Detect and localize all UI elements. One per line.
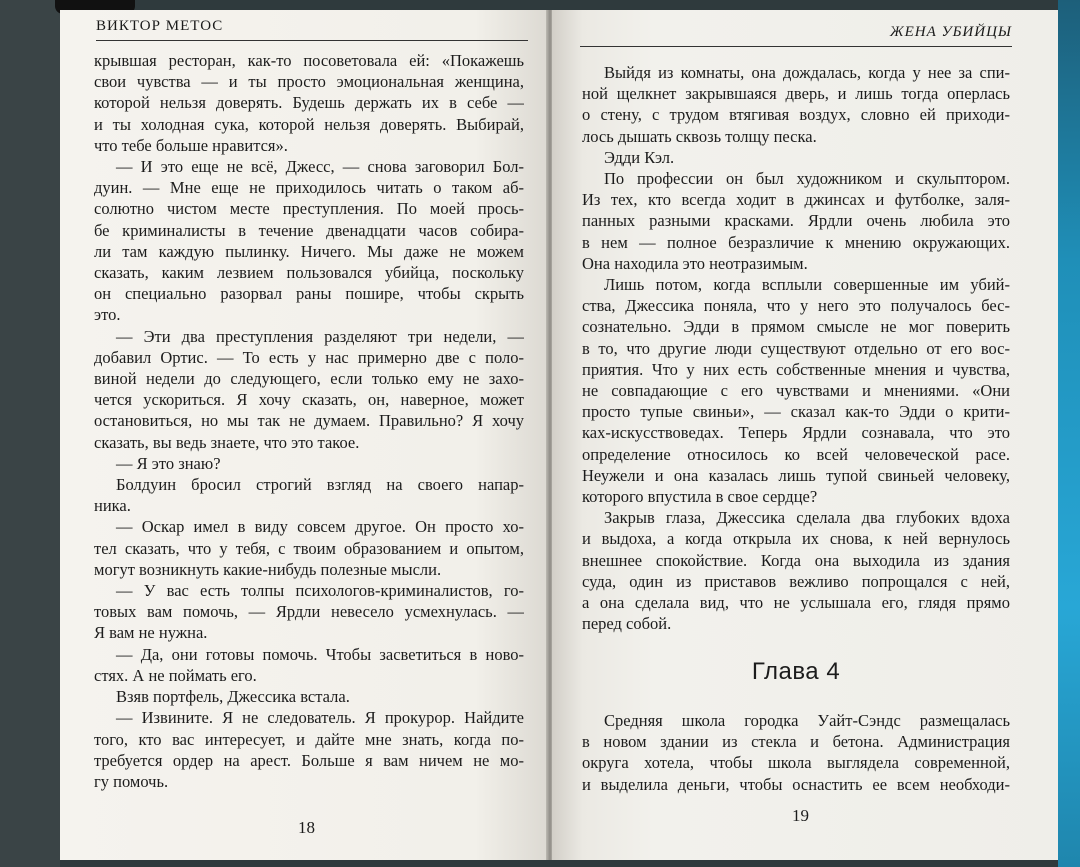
text-line: виной недели до следующего, если только ему не захо- (94, 369, 524, 389)
text-line: которого впустила в свое сердце? (582, 487, 818, 507)
text-line: стях. А не поймать его. (94, 665, 257, 685)
text-line: — Эти два преступления разделяют три недели, — (116, 326, 524, 346)
text-line: Из тех, кто всегда ходит в джинсах и футболке, заля- (582, 190, 1010, 210)
text-line: что тебе больше нравится». (94, 135, 288, 155)
left-page (60, 10, 548, 860)
text-line: сказать, вы ведь знаете, что это такое. (94, 432, 360, 452)
text-line: приятия. Что у них есть собственные мнения и чувства, (582, 359, 1010, 379)
text-line: — Извините. Я не следователь. Я прокурор. Найдите (116, 708, 524, 728)
running-head-author: ВИКТОР МЕТОС (96, 18, 224, 34)
text-line: о стену, с трудом втягивая воздух, словно ей приходи- (582, 105, 1010, 125)
background-blue-object (1058, 0, 1080, 867)
left-page-text (94, 50, 524, 792)
text-line: гу помочь. (94, 771, 169, 791)
text-line: перед собой. (582, 614, 672, 634)
text-line: могут возникнуть какие-нибудь полезные мысли. (94, 559, 442, 579)
text-line: которой нельзя доверять. Будешь держать их в себе — (94, 93, 524, 113)
text-line: ках-искусствоведах. Теперь Ярдли сознавала, что это (582, 423, 1010, 443)
text-line: не совпадающие с его чувствами и мнениями. «Они (582, 381, 1010, 401)
right-page (552, 10, 1062, 860)
text-line: в нем — полное безразличие к мнению окружающих. (582, 232, 1010, 252)
text-line: — И это еще не всё, Джесс, — снова заговорил Бол- (116, 157, 524, 177)
text-line: дуин. — Мне еще не приходилось читать о таком аб- (94, 178, 524, 198)
text-line: и ты холодная сука, которой нельзя доверять. Выбирай, (94, 114, 524, 134)
text-line: Лишь потом, когда всплыли совершенные им убий- (604, 275, 1010, 295)
text-line: просто тупые свиньи», — сказал как-то Эдди о крити- (582, 402, 1010, 422)
text-line: Закрыв глаза, Джессика сделала два глубоких вдоха (604, 508, 1010, 528)
text-line: это. (94, 305, 121, 325)
text-line: ной щелкнет закрывшаяся дверь, и лишь тогда оперлась (582, 84, 1010, 104)
text-line: Эдди Кэл. (604, 147, 675, 167)
right-page-text (582, 62, 1010, 634)
text-line: сказать, каким лезвием пользовался убийца, поскольку (94, 263, 524, 283)
text-line: — Оскар имел в виду совсем другое. Он просто хо- (116, 517, 524, 537)
text-line: того, кто вас интересует, и дайте мне знать, когда по- (94, 729, 524, 749)
text-line: он специально разорвал раны пошире, чтобы скрыть (94, 284, 524, 304)
text-line: сознательно. Эдди в прямом смысле не мог поверить (582, 317, 1010, 337)
text-line: панных разными красками. Ярдли очень любила это (582, 211, 1010, 231)
text-line: ли там каждую пылинку. Ничего. Мы даже не можем (94, 241, 524, 261)
text-line: крывшая ресторан, как-то посоветовала ей: «Покажешь (94, 51, 524, 70)
text-line: — У вас есть толпы психологов-криминалистов, го- (116, 581, 524, 601)
text-line: в то, что другие люди существуют отдельно от его вос- (582, 338, 1010, 358)
text-line: — Я это знаю? (116, 453, 221, 473)
text-line: а она сделала вид, что не услышала его, глядя прямо (582, 593, 1010, 613)
header-rule (580, 46, 1012, 47)
text-line: округа хотела, чтобы школа выглядела современной, (582, 753, 1010, 773)
text-line: ства, Джессика поняла, что у него это получалось бес- (582, 296, 1010, 316)
text-line: и выделила деньги, чтобы оснастить ее всем необходи- (582, 774, 1010, 794)
text-line: тел сказать, что у тебя, с твоим образованием и опытом, (94, 538, 524, 558)
text-line: требуется ордер на арест. Больше я вам ничем не мо- (94, 750, 524, 770)
text-line: ника. (94, 496, 131, 516)
text-line: лось дышать сквозь толщу песка. (582, 126, 817, 146)
text-line: внешнее спокойствие. Когда она выходила из здания (582, 550, 1010, 570)
text-line: Неужели и она казалась лишь тупой свиньей человеку, (582, 465, 1010, 485)
text-line: бе криминалисты в течение двенадцати часов собира- (94, 220, 524, 240)
text-line: чется ускориться. Я хочу сказать, он, наверное, может (94, 390, 524, 410)
chapter-opening-text (582, 710, 1010, 795)
page-number: 18 (298, 818, 315, 837)
text-line: Средняя школа городка Уайт-Сэндс размещалась (604, 711, 1010, 730)
text-line: суда, один из приставов вежливо попрощался с ней, (582, 571, 1010, 591)
text-line: — Да, они готовы помочь. Чтобы засветиться в ново- (116, 644, 524, 664)
background-left (0, 0, 60, 867)
text-line: остановиться, но мы так не думаем. Правильно? Я хочу (94, 411, 524, 431)
text-line: Взяв портфель, Джессика встала. (116, 687, 350, 707)
text-line: в новом здании из стекла и бетона. Администрация (582, 732, 1010, 752)
header-rule (96, 40, 528, 41)
chapter-title: Глава 4 (751, 658, 841, 685)
text-line: и выдоха, а когда открыла их снова, к ней вернулось (582, 529, 1010, 549)
text-line: свои чувства — и ты просто эмоциональная женщина, (94, 72, 524, 92)
text-line: Она находила это неотразимым. (582, 253, 808, 273)
text-line: По профессии он был художником и скульптором. (604, 169, 1010, 189)
text-line: Выйдя из комнаты, она дождалась, когда у нее за спи- (604, 63, 1010, 82)
page-number: 19 (792, 806, 809, 825)
text-line: солютно чистом месте преступления. По моей прось- (94, 199, 524, 219)
text-line: определение относилось ко всей человеческой расе. (582, 444, 1010, 464)
text-line: добавил Ортис. — То есть у нас примерно две с поло- (94, 347, 524, 367)
text-line: Болдуин бросил строгий взгляд на своего напар- (116, 475, 524, 495)
text-line: Я вам не нужна. (94, 623, 208, 643)
running-head-title: ЖЕНА УБИЙЦЫ (889, 24, 1012, 40)
text-line: товых вам помочь, — Ярдли невесело усмехнулась. — (94, 602, 524, 622)
